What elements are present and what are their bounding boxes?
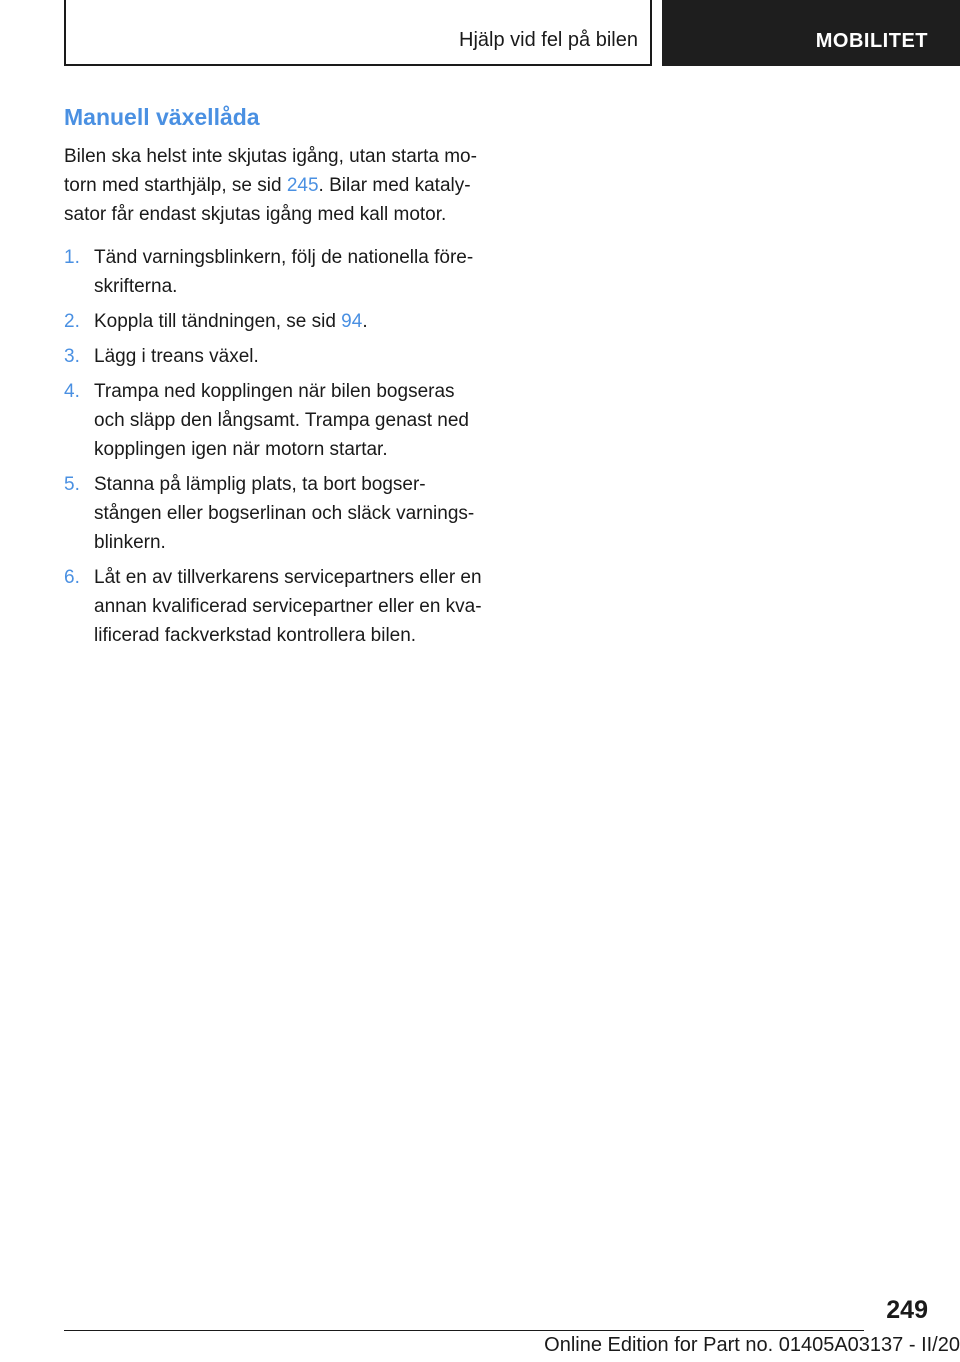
- step-text-end: .: [362, 311, 368, 332]
- list-item: [64, 563, 484, 650]
- main-content: [64, 100, 484, 656]
- step-text: Låt en av tillverkarens servicepartners eller en annan kvalificerad servicepartner eller en kva-lificerad fackverkstad kontrollera bilen.: [94, 567, 482, 646]
- section-tab: [64, 0, 652, 66]
- intro-paragraph: [64, 142, 484, 229]
- edition-footer: Online Edition for Part no. 01405A03137 - II/20: [544, 1334, 960, 1356]
- page-link-245[interactable]: 245: [286, 175, 319, 196]
- page-header: [64, 0, 960, 66]
- list-item: [64, 377, 484, 464]
- chapter-tab: [662, 0, 960, 66]
- step-number: 3.: [64, 346, 80, 367]
- step-text: Tänd varningsblinkern, följ de nationella före-skrifterna.: [94, 247, 474, 297]
- steps-list: [64, 243, 484, 650]
- list-item: [64, 342, 484, 371]
- chapter-title: MOBILITET: [815, 30, 928, 52]
- page-number: 249: [886, 1296, 928, 1324]
- intro-text-2: . Bilar med kataly-sator får endast skjutas igång med kall motor.: [64, 175, 471, 225]
- step-number: 4.: [64, 381, 80, 402]
- footer-divider: [64, 1330, 864, 1331]
- list-item: [64, 307, 484, 336]
- step-number: 5.: [64, 474, 80, 495]
- step-text: Koppla till tändningen, se sid: [94, 311, 342, 332]
- step-text: Stanna på lämplig plats, ta bort bogser-stången eller bogserlinan och släck varnings-blinkern.: [94, 474, 475, 553]
- list-item: [64, 470, 484, 557]
- step-number: 1.: [64, 247, 80, 268]
- step-number: 2.: [64, 311, 80, 332]
- section-heading: Manuell växellåda: [64, 104, 260, 130]
- section-title: Hjälp vid fel på bilen: [459, 29, 638, 51]
- step-text: Trampa ned kopplingen när bilen bogseras och släpp den långsamt. Trampa genast ned kopplingen igen när motorn startar.: [94, 381, 469, 460]
- page-link-94[interactable]: 94: [341, 311, 363, 332]
- list-item: [64, 243, 484, 301]
- step-number: 6.: [64, 567, 80, 588]
- intro-text-1: Bilen ska helst inte skjutas igång, utan starta mo-torn med starthjälp, se sid: [64, 146, 477, 196]
- step-text: Lägg i treans växel.: [94, 346, 259, 367]
